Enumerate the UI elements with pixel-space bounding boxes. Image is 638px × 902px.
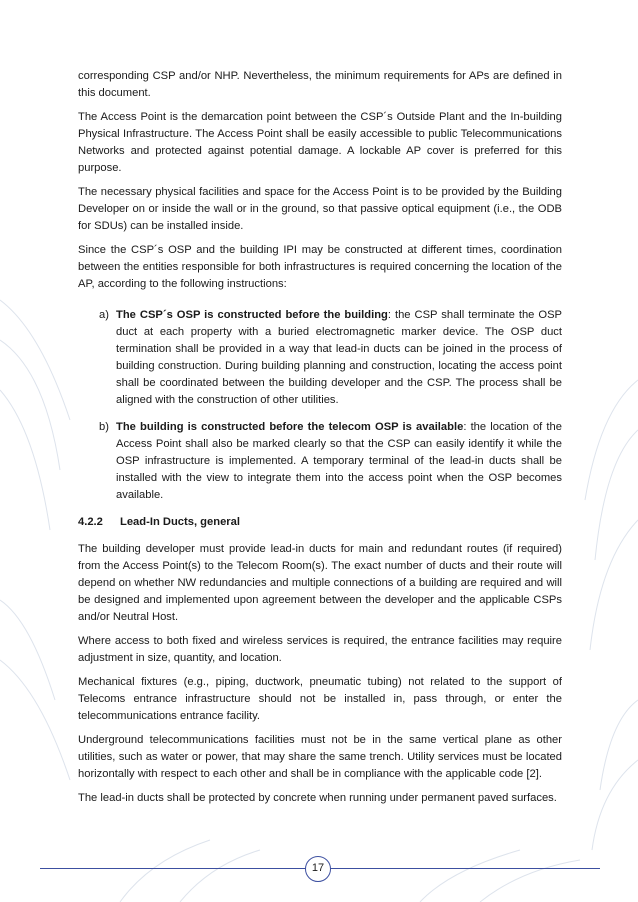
list-item-body	[116, 307, 562, 409]
list-marker: b)	[99, 421, 109, 433]
paragraph: The lead-in ducts shall be protected by concrete when running under permanent paved surfaces.	[78, 792, 557, 804]
document-body	[78, 68, 562, 814]
section-heading	[78, 514, 562, 531]
list-item-text: : the location of the Access Point shall also be marked clearly so that the CSP can easily identify it while the OSP infrastructure is implemented. A temporary terminal of the lead-in ducts shall be installed with the view to integrate them into the access point when the OSP becomes available.	[116, 421, 562, 501]
list-item-text: : the CSP shall terminate the OSP duct at each property with a buried electromagnetic marker device. The OSP duct termination shall be provided in a way that lead-in ducts can be joined in the process of building construction. During building planning and construction, locating the access point shall be coordinated between the building developer and the CSP. The process shall be aligned with the construction of other utilities.	[116, 309, 562, 406]
list-item	[78, 307, 562, 409]
list-item	[78, 419, 562, 504]
list-item-lead: The building is constructed before the telecom OSP is available	[116, 421, 464, 433]
list-item-lead: The CSP´s OSP is constructed before the building	[116, 309, 388, 321]
list-marker: a)	[99, 309, 109, 321]
paragraph: The Access Point is the demarcation point between the CSP´s Outside Plant and the In-building Physical Infrastructure. The Access Point shall be easily accessible to public Telecommunications Networks and protected against potential damage. A lockable AP cover is preferred for this purpose.	[78, 111, 562, 174]
section-number: 4.2.2	[78, 516, 103, 528]
paragraph: The necessary physical facilities and space for the Access Point is to be provided by the Building Developer on or inside the wall or in the ground, so that passive optical equipment (i.e., the ODB for SDUs) can be installed inside.	[78, 186, 562, 232]
page-number: 17	[305, 856, 331, 882]
paragraph: Where access to both fixed and wireless services is required, the entrance facilities may require adjustment in size, quantity, and location.	[78, 635, 562, 664]
paragraph: Mechanical fixtures (e.g., piping, ductwork, pneumatic tubing) not related to the support of Telecoms entrance infrastructure should not be installed in, pass through, or enter the telecommunications entrance facility.	[78, 676, 562, 722]
paragraph: corresponding CSP and/or NHP. Nevertheless, the minimum requirements for APs are defined in this document.	[78, 70, 562, 99]
paragraph: Since the CSP´s OSP and the building IPI may be constructed at different times, coordination between the entities responsible for both infrastructures is required concerning the location of the AP, according to the following instructions:	[78, 244, 562, 290]
paragraph: Underground telecommunications facilities must not be in the same vertical plane as other utilities, such as water or power, that may share the same trench. Utility services must be located horizontally with respect to each other and shall be in compliance with the applicable code [2].	[78, 734, 562, 780]
paragraph: The building developer must provide lead-in ducts for main and redundant routes (if required) from the Access Point(s) to the Telecom Room(s). The exact number of ducts and their route will depend on whether NW redundancies and multiple connections of a building are required and will be designed and implemented upon agreement between the developer and the applicable CSPs and/or Neutral Host.	[78, 543, 562, 623]
section-title: Lead-In Ducts, general	[120, 516, 240, 528]
list-item-body	[116, 419, 562, 504]
